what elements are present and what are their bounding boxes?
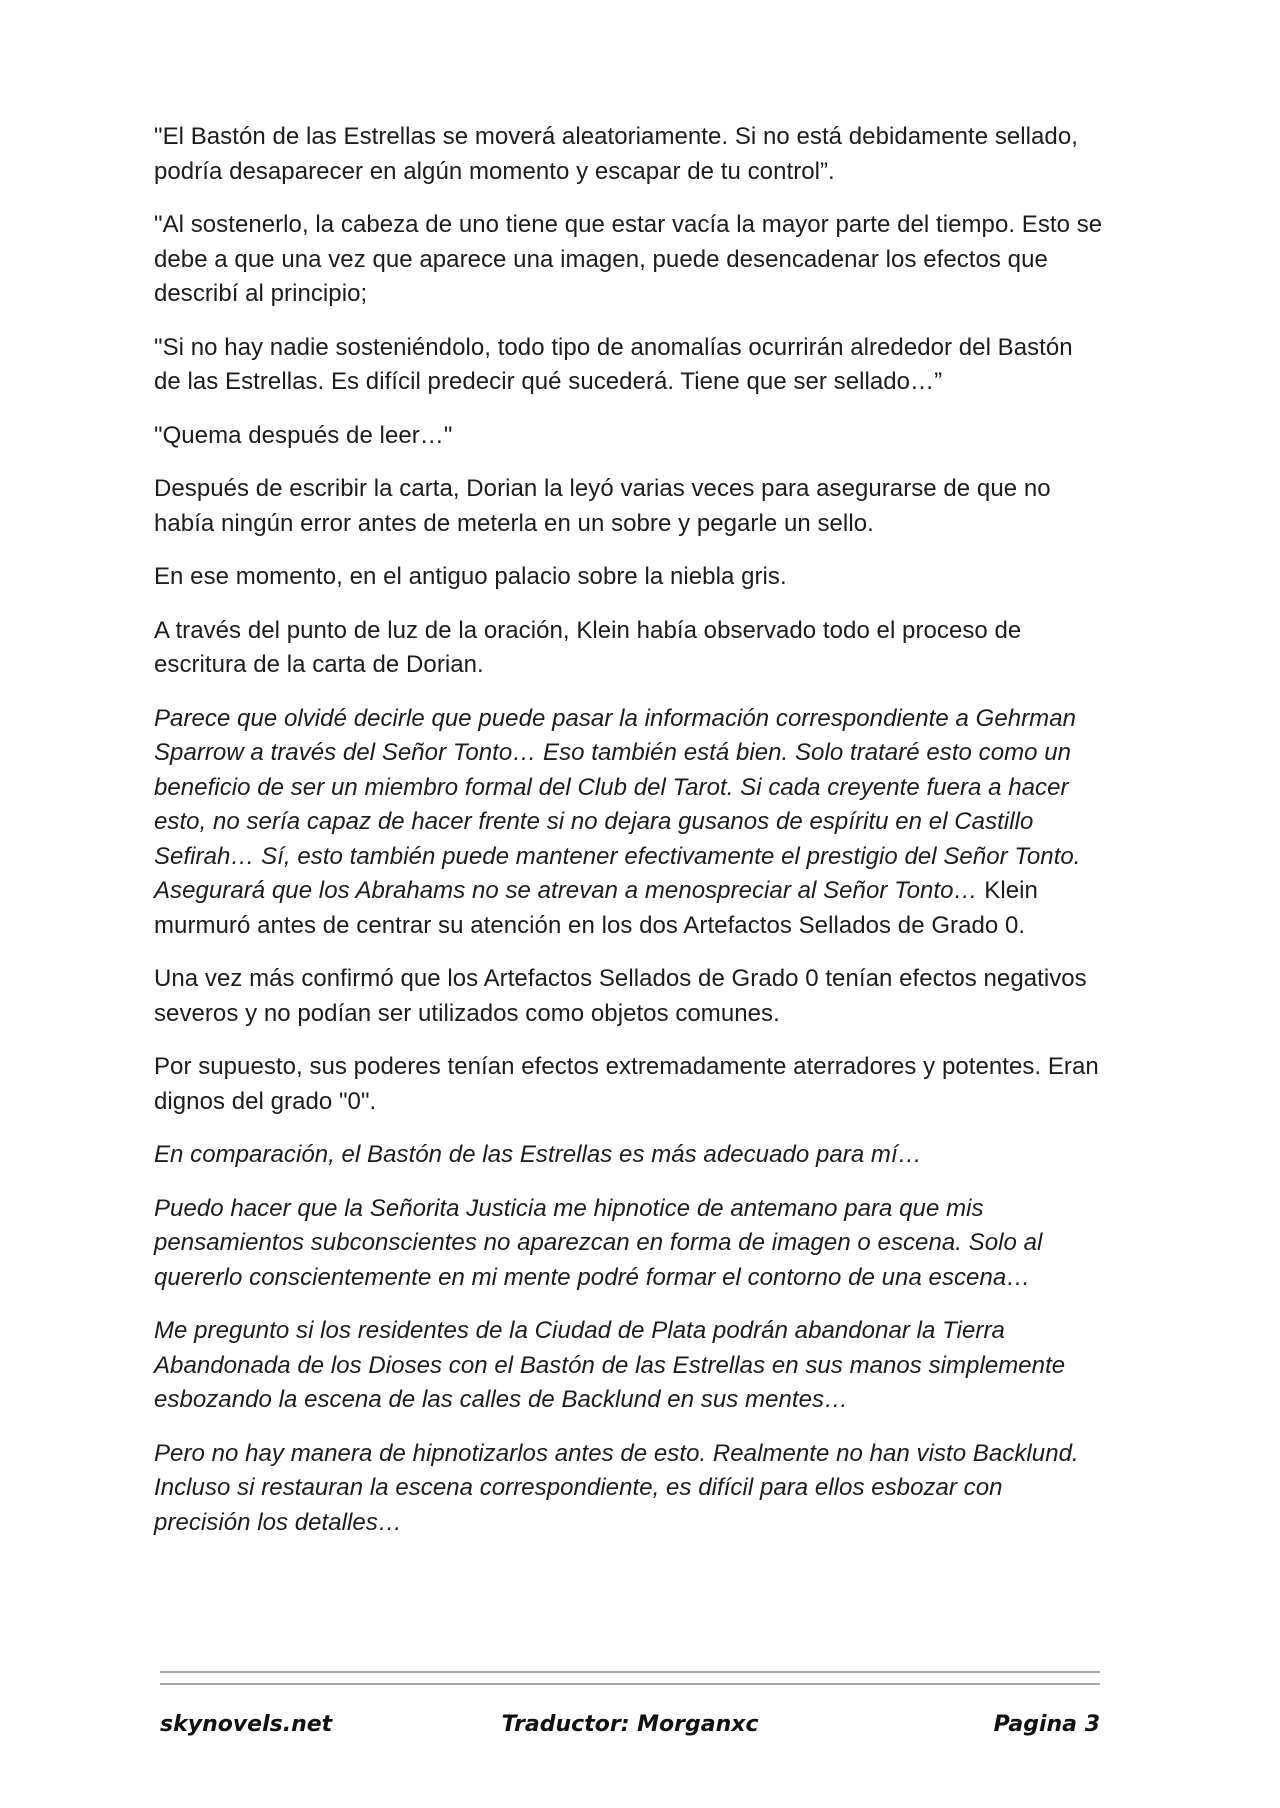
- paragraph: [154, 120, 1104, 189]
- footer-divider-top: [160, 1671, 1100, 1673]
- paragraph: [154, 1437, 1104, 1541]
- paragraph-italic-text: Me pregunto si los residentes de la Ciudad de Plata podrán abandonar la Tierra Abandonada de los Dioses con el Bastón de las Estrellas en sus manos simplemente esbozando la escena de las calles de Backlund en sus mentes…: [154, 1317, 1066, 1413]
- paragraph: [154, 1050, 1104, 1119]
- paragraph-italic-text: Parece que olvidé decirle que puede pasar la información correspondiente a Gehrman Sparrow a través del Señor Tonto… Eso también está bien. Solo trataré esto como un beneficio de ser un miembro formal del Club del Tarot. Si cada creyente fuera a hacer esto, no sería capaz de hacer frente si no dejara gusanos de espíritu en el Castillo Sefirah… Sí, esto también puede mantener efectivamente el prestigio del Señor Tonto. Asegurará que los Abrahams no se atrevan a menospreciar al Señor Tonto…: [154, 704, 1081, 904]
- paragraph-italic-text: Pero no hay manera de hipnotizarlos antes de esto. Realmente no han visto Backlund. Incluso si restauran la escena correspondiente, es difícil para ellos esbozar con precisión los detalles…: [154, 1439, 1079, 1536]
- footer-divider-bottom: [160, 1683, 1100, 1685]
- footer-site: skynovels.net: [160, 1712, 333, 1737]
- paragraph: [154, 419, 1104, 454]
- paragraph: [154, 1314, 1104, 1418]
- paragraph: [154, 614, 1104, 683]
- footer-page-number: Pagina 3: [993, 1712, 1100, 1737]
- paragraph: [154, 962, 1104, 1031]
- paragraph-text: Después de escribir la carta, Dorian la leyó varias veces para asegurarse de que no había ningún error antes de meterla en un sobre y pegarle un sello.: [154, 475, 1051, 537]
- paragraph-text: A través del punto de luz de la oración, Klein había observado todo el proceso de escritura de la carta de Dorian.: [154, 616, 1022, 678]
- paragraph-italic-text: Puedo hacer que la Señorita Justicia me hipnotice de antemano para que mis pensamientos subconscientes no aparezcan en forma de imagen o escena. Solo al quererlo conscientemente en mi mente podré formar el contorno de una escena…: [154, 1194, 1043, 1291]
- paragraph: [154, 472, 1104, 541]
- paragraph-italic-text: En comparación, el Bastón de las Estrellas es más adecuado para mí…: [154, 1141, 922, 1168]
- paragraph-text: Klein murmuró antes de centrar su atención en los dos Artefactos Sellados de Grado 0.: [154, 877, 1038, 939]
- paragraph-text: "Al sostenerlo, la cabeza de uno tiene que estar vacía la mayor parte del tiempo. Esto se debe a que una vez que aparece una imagen, puede desencadenar los efectos que describí al principio;: [154, 211, 1103, 307]
- paragraph-text: "Quema después de leer…": [154, 421, 453, 449]
- page-body: [154, 120, 1104, 1559]
- paragraph-text: Una vez más confirmó que los Artefactos Sellados de Grado 0 tenían efectos negativos severos y no podían ser utilizados como objetos comunes.: [154, 965, 1087, 1027]
- paragraph-text: "El Bastón de las Estrellas se moverá aleatoriamente. Si no está debidamente sellado, podría desaparecer en algún momento y escapar de tu control”.: [154, 123, 1078, 185]
- paragraph-text: "Si no hay nadie sosteniéndolo, todo tipo de anomalías ocurrirán alrededor del Bastón de las Estrellas. Es difícil predecir qué sucederá. Tiene que ser sellado…”: [154, 333, 1073, 395]
- paragraph: [154, 1138, 1104, 1173]
- paragraph-text: Por supuesto, sus poderes tenían efectos extremadamente aterradores y potentes. Eran dignos del grado "0".: [154, 1053, 1099, 1115]
- paragraph: [154, 702, 1104, 944]
- page-footer: [160, 1712, 1100, 1748]
- footer-translator: Traductor: Morganxc: [501, 1712, 759, 1737]
- paragraph: [154, 560, 1104, 595]
- paragraph-text: En ese momento, en el antiguo palacio sobre la niebla gris.: [154, 563, 787, 590]
- paragraph: [154, 208, 1104, 312]
- paragraph: [154, 1192, 1104, 1296]
- paragraph: [154, 331, 1104, 400]
